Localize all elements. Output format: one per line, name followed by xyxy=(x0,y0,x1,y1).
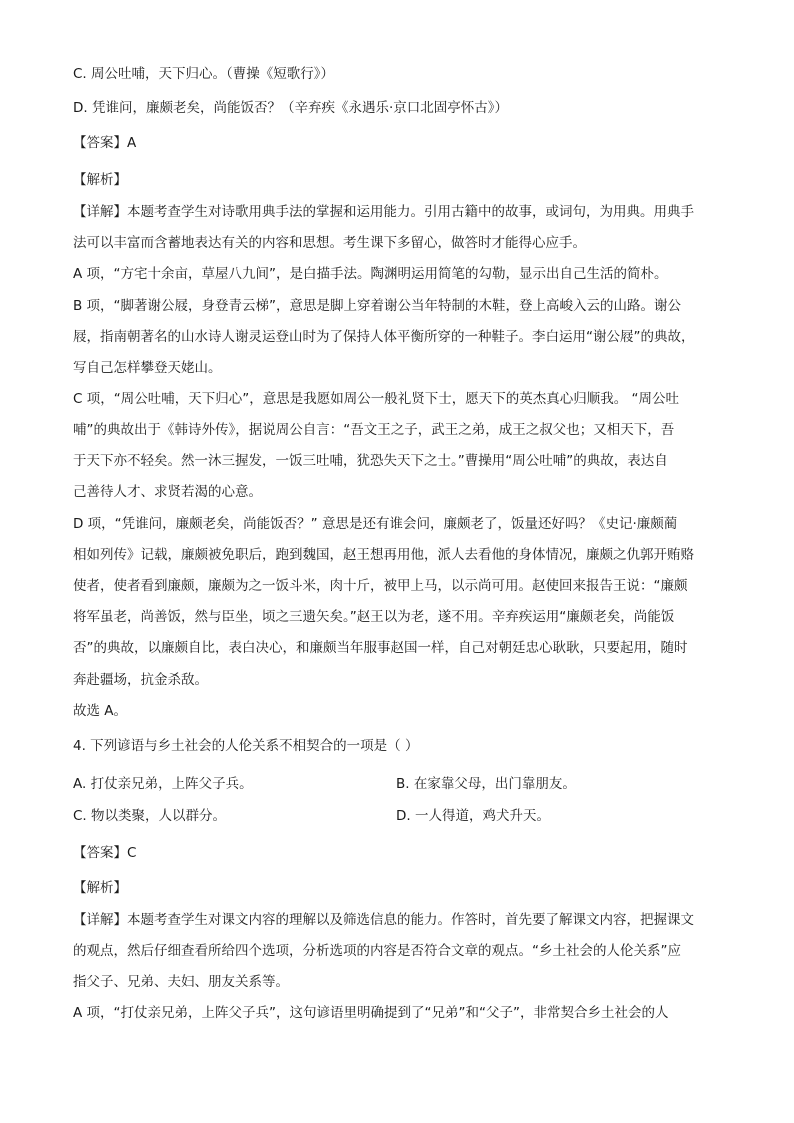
q3-option-c: C. 周公吐哺，天下归心。（曹操《短歌行》） xyxy=(73,66,335,82)
q4-analysis-line: 【详解】本题考查学生对课文内容的理解以及筛选信息的能力。作答时，首先要了解课文内容，把握课文 xyxy=(73,912,694,928)
q4-stem: 4. 下列谚语与乡土社会的人伦关系不相契合的一项是（ ） xyxy=(73,738,419,754)
q3-answer: 【答案】A xyxy=(73,135,137,151)
q3-analysis-line: 哺”的典故出于《韩诗外传》，据说周公自言：“吾文王之子，武王之弟，成王之叔父也；又相天下，吾 xyxy=(73,422,675,438)
q3-analysis-line: 使者，使者看到廉颇，廉颇为之一饭斗米，肉十斤，被甲上马，以示尚可用。赵使回来报告王说：“廉颇 xyxy=(73,578,688,594)
q4-option-b: B. 在家靠父母，出门靠朋友。 xyxy=(396,776,576,792)
q4-analysis-line: A 项，“打仗亲兄弟，上阵父子兵”，这句谚语里明确提到了“兄弟”和“父子”，非常契合乡土社会的人 xyxy=(73,1005,669,1021)
q3-analysis-line: 将军虽老，尚善饭，然与臣坐，顷之三遗矢矣。”赵王以为老，遂不用。辛弃疾运用“廉颇老矣，尚能饭 xyxy=(73,609,675,625)
q4-analysis-heading: 【解析】 xyxy=(73,880,127,896)
q3-analysis-line: 于天下亦不轻矣。然一沐三握发，一饭三吐哺，犹恐失天下之士。”曹操用“周公吐哺”的典故，表达自 xyxy=(73,453,668,469)
q3-analysis-line: B 项，“脚著谢公屐，身登青云梯”，意思是脚上穿着谢公当年特制的木鞋，登上高峻入云的山路。谢公 xyxy=(73,298,682,314)
q3-analysis-line: 法可以丰富而含蓄地表达有关的内容和思想。考生课下多留心，做答时才能得心应手。 xyxy=(73,235,586,251)
q3-conclusion: 故选 A。 xyxy=(73,703,128,719)
q3-analysis-line: D 项，“凭谁问，廉颇老矣，尚能饭否？” 意思是还有谁会问，廉颇老了，饭量还好吗？《史记·廉颇蔺 xyxy=(73,516,678,532)
q4-option-a: A. 打仗亲兄弟，上阵父子兵。 xyxy=(73,776,253,792)
q4-analysis-line: 的观点，然后仔细查看所给四个选项，分析选项的内容是否符合文章的观点。“乡土社会的人伦关系”应 xyxy=(73,943,681,959)
q4-option-d: D. 一人得道，鸡犬升天。 xyxy=(396,808,550,824)
q3-analysis-line: 奔赴疆场，抗金杀敌。 xyxy=(73,672,208,688)
q3-analysis-line: 己善待人才、求贤若渴的心意。 xyxy=(73,484,262,500)
q4-analysis-line: 指父子、兄弟、夫妇、朋友关系等。 xyxy=(73,974,289,990)
q3-analysis-line: C 项，“周公吐哺，天下归心”，意思是我愿如周公一般礼贤下士，愿天下的英杰真心归顺我。 “周公吐 xyxy=(73,391,679,407)
q3-analysis-line: 写自己怎样攀登天姥山。 xyxy=(73,360,222,376)
q3-analysis-line: 【详解】本题考查学生对诗歌用典手法的掌握和运用能力。引用古籍中的故事，或词句，为用典。用典手 xyxy=(73,204,694,220)
q3-analysis-line: 相如列传》记载，廉颇被免职后，跑到魏国，赵王想再用他，派人去看他的身体情况，廉颇之仇郭开贿赂 xyxy=(73,547,694,563)
q4-option-c: C. 物以类聚，人以群分。 xyxy=(73,808,227,824)
q3-option-d: D. 凭谁问，廉颇老矣，尚能饭否？（辛弃疾《永遇乐·京口北固亭怀古》） xyxy=(73,100,509,116)
q3-analysis-line: 屐，指南朝著名的山水诗人谢灵运登山时为了保持人体平衡所穿的一种鞋子。李白运用“谢公屐”的典故， xyxy=(73,329,695,345)
q3-analysis-line: A 项，“方宅十余亩，草屋八九间”，是白描手法。陶渊明运用简笔的勾勒，显示出自己生活的简朴。 xyxy=(73,266,668,282)
q3-analysis-heading: 【解析】 xyxy=(73,172,127,188)
q4-answer: 【答案】C xyxy=(73,845,137,861)
q3-analysis-line: 否”的典故，以廉颇自比，表白决心，和廉颇当年服事赵国一样，自己对朝廷忠心耿耿，只要起用，随时 xyxy=(73,640,688,656)
